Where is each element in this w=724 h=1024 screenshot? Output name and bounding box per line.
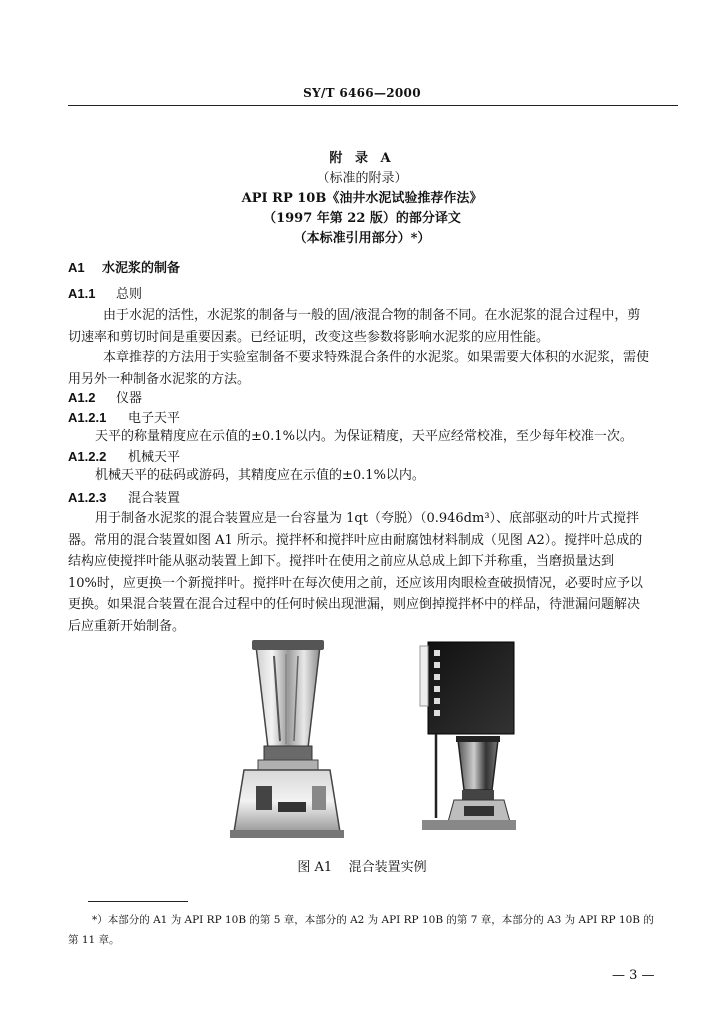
footnote-line: 第 11 章。 <box>68 934 120 946</box>
paragraph-a1-1-1 <box>68 305 693 348</box>
section-a1-2-2-title: 机械天平 <box>128 450 181 465</box>
mixer-photo-left <box>228 636 346 841</box>
paragraph-line: 后应重新开始制备。 <box>68 618 186 634</box>
section-a1-heading <box>68 257 180 276</box>
section-a1-2-3-title: 混合装置 <box>128 491 181 506</box>
appendix-edition: （1997 年第 22 版）的部分译文 <box>263 211 461 226</box>
paragraph-a1-2-3 <box>68 508 693 637</box>
footnote <box>68 910 700 950</box>
paragraph-line: 本章推荐的方法用于实验室制备不要求特殊混合条件的水泥浆。如果需要大体积的水泥浆，需使 <box>103 350 650 365</box>
paragraph-line: 更换。如果混合装置在混合过程中的任何时候出现泄漏，则应倒掉搅拌杯中的样品，待泄漏问题解决 <box>68 597 641 612</box>
section-a1-2-3-number: A1.2.3 <box>68 490 107 505</box>
section-a1-2-3-heading <box>68 487 180 506</box>
appendix-doc-title: API RP 10B《油井水泥试验推荐作法》 <box>241 191 483 206</box>
paragraph-line: 用另外一种制备水泥浆的方法。 <box>68 371 251 387</box>
paragraph-a1-2-1 <box>77 426 693 448</box>
paragraph-line: 结构应使搅拌叶能从驱动装置上卸下。搅拌叶在使用之前应从总成上卸下并称重，当磨损量达到 <box>68 554 615 569</box>
paragraph-line: 切速率和剪切时间是重要因素。已经证明，改变这些参数将影响水泥浆的应用性能。 <box>68 329 550 345</box>
section-a1-2-number: A1.2 <box>68 390 96 405</box>
section-a1-2-1-number: A1.2.1 <box>68 410 107 425</box>
section-a1-1-title: 总则 <box>116 287 143 302</box>
paragraph-line: 用于制备水泥浆的混合装置应是一台容量为 1qt（夸脱）（0.946dm³）、底部驱动的叶片式搅拌 <box>95 511 640 526</box>
paragraph-a1-2-2 <box>77 465 693 487</box>
footnote-line: *）本部分的 A1 为 API RP 10B 的第 5 章，本部分的 A2 为 API RP 10B 的第 7 章，本部分的 A3 为 API RP 10B 的 <box>92 914 654 926</box>
footnote-rule <box>88 901 188 902</box>
appendix-subtitle: （标准的附录） <box>316 171 408 186</box>
section-a1-1-heading <box>68 283 142 302</box>
appendix-cited-note: （本标准引用部分）*） <box>293 231 431 246</box>
section-a1-number: A1 <box>68 260 85 275</box>
figure-a1-caption: 图 A1 混合装置实例 <box>297 860 427 875</box>
paragraph-line: 天平的称量精度应在示值的±0.1%以内。为保证精度，天平应经常校准，至少每年校准一次。 <box>95 429 633 444</box>
mixer-photo-right <box>414 640 520 835</box>
section-a1-2-heading <box>68 387 142 406</box>
section-a1-2-1-heading <box>68 407 180 426</box>
section-a1-2-1-title: 电子天平 <box>128 411 181 426</box>
section-a1-1-number: A1.1 <box>68 286 96 301</box>
section-a1-2-2-number: A1.2.2 <box>68 449 107 464</box>
section-a1-2-2-heading <box>68 446 180 465</box>
page-number: — 3 — <box>612 968 655 983</box>
paragraph-line: 由于水泥的活性，水泥浆的制备与一般的固/液混合物的制备不同。在水泥浆的混合过程中，剪 <box>103 308 641 323</box>
section-a1-title: 水泥浆的制备 <box>102 261 181 276</box>
paragraph-line: 10%时，应更换一个新搅拌叶。搅拌叶在每次使用之前，还应该用肉眼检查破损情况，必要时应予以 <box>68 575 643 591</box>
section-a1-2-title: 仪器 <box>116 391 143 406</box>
standard-code-header: SY/T 6466—2000 <box>303 86 421 100</box>
paragraph-line: 机械天平的砝码或游码，其精度应在示值的±0.1%以内。 <box>95 468 425 483</box>
paragraph-line: 器。常用的混合装置如图 A1 所示。搅拌杯和搅拌叶应由耐腐蚀材料制成（见图 A2）。搅拌叶总成的 <box>68 532 643 548</box>
appendix-title: 附 录 A <box>329 151 395 166</box>
header-rule <box>68 105 678 106</box>
paragraph-a1-1-2 <box>68 347 693 390</box>
